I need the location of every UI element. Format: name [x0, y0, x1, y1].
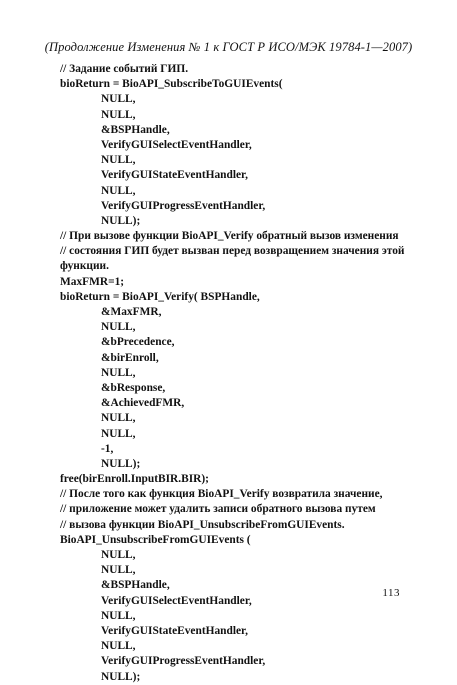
code-line: VerifyGUIStateEventHandler, — [101, 624, 248, 637]
code-line: NULL, — [101, 93, 136, 106]
code-line: VerifyGUIProgressEventHandler, — [101, 199, 266, 212]
page-number: 113 — [382, 587, 400, 599]
code-line: MaxFMR=1; — [60, 275, 125, 288]
code-line: NULL); — [101, 670, 141, 683]
code-line: NULL, — [101, 366, 136, 379]
code-line: NULL, — [101, 108, 136, 121]
code-line: NULL, — [101, 427, 136, 440]
code-line: NULL, — [101, 640, 136, 653]
code-line: // При вызове функции BioAPI_Verify обратный вызов изменения — [60, 230, 399, 243]
code-line: &bResponse, — [101, 381, 166, 394]
code-line: &AchievedFMR, — [101, 397, 185, 410]
code-line: BioAPI_UnsubscribeFromGUIEvents ( — [60, 533, 251, 546]
code-line: функции. — [60, 260, 109, 273]
code-line: &birEnroll, — [101, 351, 159, 364]
code-line: NULL, — [101, 549, 136, 561]
code-line: // вызова функции BioAPI_UnsubscribeFromGUIEvents. — [60, 518, 345, 531]
code-line: VerifyGUISelectEventHandler, — [101, 594, 252, 607]
code-line: NULL, — [101, 609, 136, 622]
code-line: NULL); — [101, 214, 141, 227]
code-line: // состояния ГИП будет вызван перед возвращением значения этой — [60, 245, 405, 258]
code-line: NULL); — [101, 457, 141, 470]
code-line: &bPrecedence, — [101, 336, 175, 349]
code-line: NULL, — [101, 412, 136, 425]
code-line: NULL, — [101, 321, 136, 334]
code-line: NULL, — [101, 154, 136, 167]
code-line: free(birEnroll.InputBIR.BIR); — [60, 473, 209, 486]
code-line: VerifyGUISelectEventHandler, — [101, 138, 252, 151]
code-line: // После того как функция BioAPI_Verify возвратила значение, — [60, 488, 383, 501]
code-line: -1, — [101, 442, 114, 455]
code-line: VerifyGUIStateEventHandler, — [101, 169, 248, 182]
code-line: // Задание событий ГИП. — [60, 63, 189, 75]
code-line: &MaxFMR, — [101, 306, 162, 318]
code-line: &BSPHandle, — [101, 579, 170, 592]
code-line: bioReturn = BioAPI_Verify( BSPHandle, — [60, 290, 260, 303]
code-line: // приложение может удалить записи обратного вызова путем — [60, 503, 376, 516]
code-line: VerifyGUIProgressEventHandler, — [101, 655, 266, 668]
code-line: NULL, — [101, 184, 136, 197]
code-line: NULL, — [101, 564, 136, 577]
code-listing — [60, 62, 405, 685]
code-line: bioReturn = BioAPI_SubscribeToGUIEvents( — [60, 78, 283, 91]
page-header: (Продолжение Изменения № 1 к ГОСТ Р ИСО/МЭК 19784-1—2007) — [44, 40, 413, 54]
code-line: &BSPHandle, — [101, 123, 170, 136]
